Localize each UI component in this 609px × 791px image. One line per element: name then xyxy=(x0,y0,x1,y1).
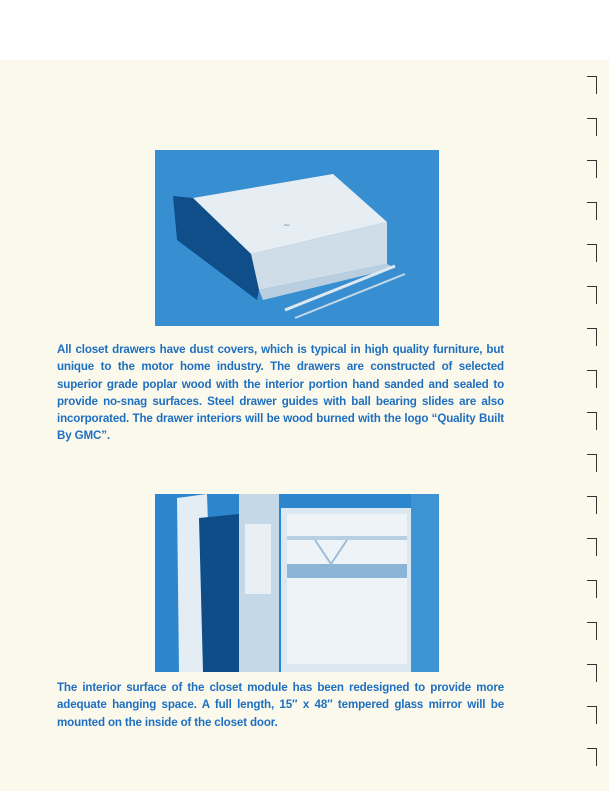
binder-tab xyxy=(587,538,597,556)
binder-tab xyxy=(587,748,597,766)
drawer-caption: All closet drawers have dust covers, which is typical in high quality furniture, but unique to the motor home industry. The drawers are constructed of selected superior grade poplar wood with the interior portion hand sanded and sealed to provide no-snag surfaces. Steel drawer guides with ball bearing slides are also incorporated. The drawer interiors will be wood burned with the logo “Quality Built By GMC”. xyxy=(57,343,504,443)
binder-tab xyxy=(587,622,597,640)
binder-tab xyxy=(587,496,597,514)
binder-tab xyxy=(587,580,597,598)
binder-tab xyxy=(587,202,597,220)
binder-tab xyxy=(587,244,597,262)
binder-tab xyxy=(587,454,597,472)
binder-tab-edge xyxy=(569,70,609,790)
svg-text:~: ~ xyxy=(283,221,291,231)
binder-tab xyxy=(587,706,597,724)
binder-tab xyxy=(587,664,597,682)
closet-caption: The interior surface of the closet module has been redesigned to provide more adequate hanging space. A full length, 15″ x 48″ tempered glass mirror will be mounted on the inside of the closet door. xyxy=(57,681,504,729)
binder-tab xyxy=(587,118,597,136)
binder-tab xyxy=(587,286,597,304)
binder-tab xyxy=(587,412,597,430)
binder-tab xyxy=(587,160,597,178)
binder-tab xyxy=(587,76,597,94)
binder-tab xyxy=(587,370,597,388)
drawer-photo xyxy=(155,150,439,326)
closet-module-photo xyxy=(155,494,439,672)
binder-tab xyxy=(587,328,597,346)
